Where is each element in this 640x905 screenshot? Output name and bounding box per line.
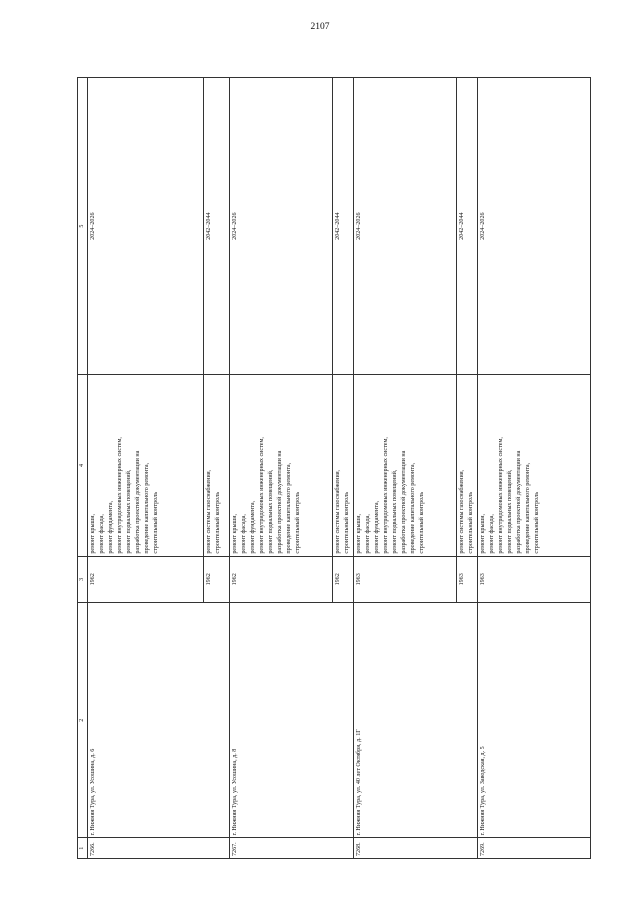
header-cell-3: 3 [78,556,88,602]
row-number-cell: 7269. [478,838,591,859]
work-item: ремонт подвальных помещений, [268,469,274,554]
header-cell-2: 2 [78,602,88,837]
work-item: ремонт крыши, [90,513,96,554]
works-cell [88,375,204,556]
work-item: ремонт фасада, [241,514,247,554]
address-cell: г. Нижняя Тура, ул. Усошина, д. 6 [88,602,230,837]
year-built-cell: 1963 [457,556,478,602]
header-cell-5: 5 [78,78,88,375]
year-built-cell: 1962 [88,556,204,602]
work-item: строительный контроль [215,492,221,554]
work-item: проведение капитального ремонта, [525,462,531,554]
work-item: разработка проектной документации на [277,450,283,554]
works-cell [230,375,333,556]
period-cell: 2024–2026 [354,78,457,375]
work-item: ремонт крыши, [232,513,238,554]
work-item: ремонт системы газоснабжения, [335,469,341,554]
work-item: ремонт внутридомовых инженерных систем, [383,437,389,554]
works-cell [204,375,230,556]
table-header-row [78,78,88,859]
table-row [478,78,591,859]
work-item: ремонт системы газоснабжения, [206,469,212,554]
work-item: ремонт внутридомовых инженерных систем, [498,437,504,554]
work-item: ремонт подвальных помещений, [507,469,513,554]
period-cell: 2024–2026 [230,78,333,375]
works-cell [354,375,457,556]
period-cell: 2024–2026 [88,78,204,375]
period-cell: 2042–2044 [204,78,230,375]
year-built-cell: 1962 [230,556,333,602]
work-item: ремонт фундамента, [374,500,380,554]
row-number-cell: 7267. [230,838,354,859]
works-cell [457,375,478,556]
work-item: ремонт крыши, [356,513,362,554]
work-item: строительный контроль [468,492,474,554]
works-cell [333,375,354,556]
work-item: ремонт фундамента, [250,500,256,554]
header-cell-4: 4 [78,375,88,556]
year-built-cell: 1963 [354,556,457,602]
rotated-table-frame [77,77,565,859]
work-item: ремонт крыши, [480,513,486,554]
work-item: строительный контроль [153,492,159,554]
work-item: проведение капитального ремонта, [144,462,150,554]
page-number: 2107 [310,22,330,32]
header-cell-1: 1 [78,838,88,859]
work-item: разработка проектной документации на [516,450,522,554]
table-row [88,78,204,859]
work-item: ремонт фасада, [365,514,371,554]
work-item: строительный контроль [419,492,425,554]
table-row [230,78,333,859]
work-item: строительный контроль [295,492,301,554]
table-row [354,78,457,859]
year-built-cell: 1963 [478,556,591,602]
work-item: проведение капитального ремонта, [286,462,292,554]
work-item: ремонт внутридомовых инженерных систем, [259,437,265,554]
row-number-cell: 7266. [88,838,230,859]
period-cell: 2042–2044 [333,78,354,375]
work-item: ремонт подвальных помещений, [126,469,132,554]
row-number-cell: 7268. [354,838,478,859]
repair-schedule-table [77,77,591,859]
work-item: ремонт фундамента, [108,500,114,554]
year-built-cell: 1962 [333,556,354,602]
year-built-cell: 1962 [204,556,230,602]
works-cell [478,375,591,556]
work-item: проведение капитального ремонта, [410,462,416,554]
address-cell: г. Нижняя Тура, ул. Усошина, д. 8 [230,602,354,837]
work-item: разработка проектной документации на [401,450,407,554]
work-item: ремонт фасада, [489,514,495,554]
address-cell: г. Нижняя Тура, ул. Заводская, д. 5 [478,602,591,837]
work-item: строительный контроль [344,492,350,554]
work-item: ремонт подвальных помещений, [392,469,398,554]
work-item: ремонт системы газоснабжения, [459,469,465,554]
work-item: разработка проектной документации на [135,450,141,554]
address-cell: г. Нижняя Тура, ул. 40 лет Октября, д. 1Г [354,602,478,837]
period-cell: 2042–2044 [457,78,478,375]
work-item: строительный контроль [534,492,540,554]
period-cell: 2024–2026 [478,78,591,375]
work-item: ремонт внутридомовых инженерных систем, [117,437,123,554]
work-item: ремонт фасада, [99,514,105,554]
